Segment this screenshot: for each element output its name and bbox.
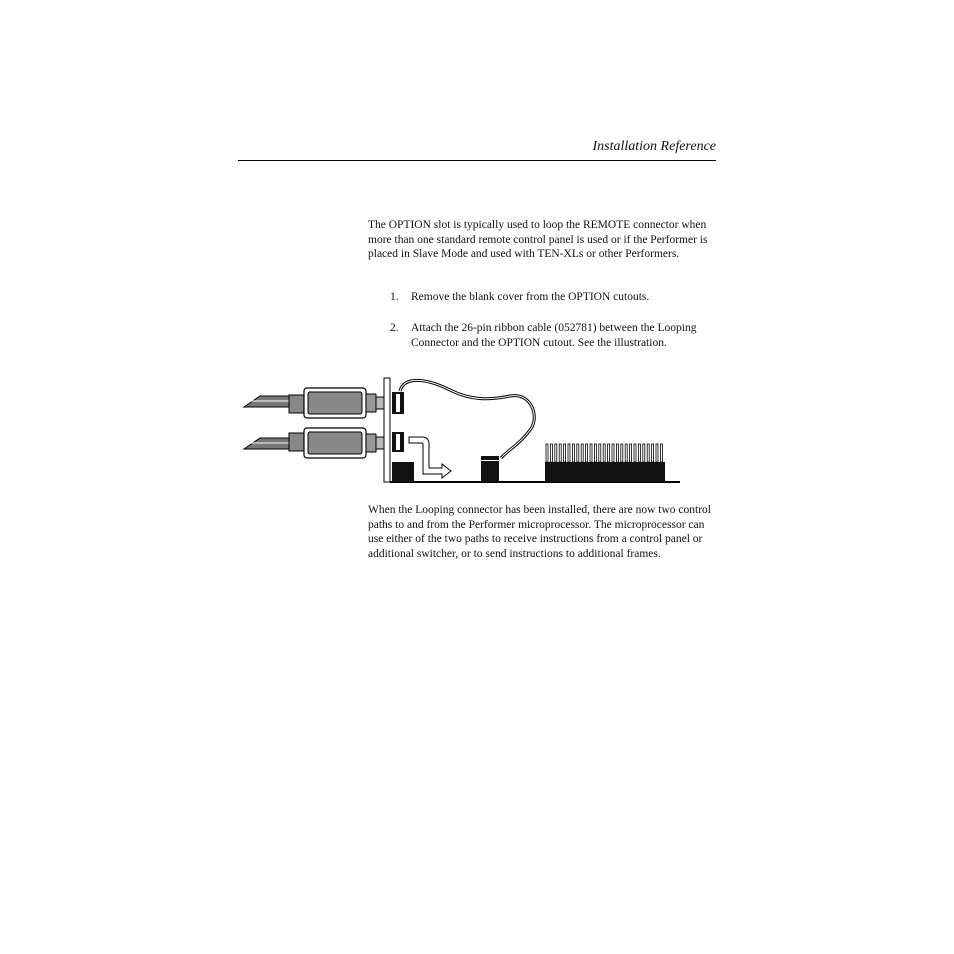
looping-connector-illustration — [240, 374, 682, 486]
header-pin — [555, 444, 557, 462]
pin-header-block — [545, 462, 665, 482]
header-pin — [564, 444, 566, 462]
header-pin — [630, 444, 632, 462]
header-pin — [590, 444, 592, 462]
step-text: Attach the 26-pin ribbon cable (052781) between the Looping Connector and the OPTION cutout. See the illustration. — [411, 322, 697, 349]
step-number: 2. — [390, 322, 399, 334]
header-pin — [656, 444, 658, 462]
header-pin — [546, 444, 548, 462]
header-pin — [568, 444, 570, 462]
header-pin — [647, 444, 649, 462]
header-pin — [652, 444, 654, 462]
header-pin — [581, 444, 583, 462]
header-pin — [550, 444, 552, 462]
header-pin — [643, 444, 645, 462]
header-pin — [612, 444, 614, 462]
header-pin — [586, 444, 588, 462]
header-pin — [572, 444, 574, 462]
pin-header — [546, 444, 662, 462]
header-pin — [577, 444, 579, 462]
intro-paragraph: The OPTION slot is typically used to loop the REMOTE connector when more than one standard remote control panel is used or if the Performer is placed in Slave Mode and used with TEN-XLs or other Performers. — [368, 219, 708, 261]
header-rule — [238, 160, 716, 161]
upper-cable — [244, 388, 384, 418]
option-connector — [392, 462, 414, 482]
step-number: 1. — [390, 291, 399, 303]
header-pin — [599, 444, 601, 462]
header-pin — [603, 444, 605, 462]
rear-panel — [384, 378, 390, 482]
header-pin — [621, 444, 623, 462]
lower-cable — [244, 428, 384, 458]
header-pin — [625, 444, 627, 462]
closing-paragraph: When the Looping connector has been installed, there are now two control paths to and from the Performer microprocessor. The microprocessor can use either of the two paths to receive instructions from a control panel or additional switcher, or to send instructions to additional frames. — [368, 504, 711, 560]
looping-connector — [481, 456, 499, 460]
insert-arrow-icon — [409, 437, 451, 478]
header-pin — [594, 444, 596, 462]
step-text: Remove the blank cover from the OPTION cutouts. — [411, 291, 650, 303]
header-pin — [634, 444, 636, 462]
header-pin — [559, 444, 561, 462]
header-pin — [608, 444, 610, 462]
header-pin — [616, 444, 618, 462]
header-pin — [660, 444, 662, 462]
header-pin — [638, 444, 640, 462]
page-header-title: Installation Reference — [592, 139, 716, 154]
